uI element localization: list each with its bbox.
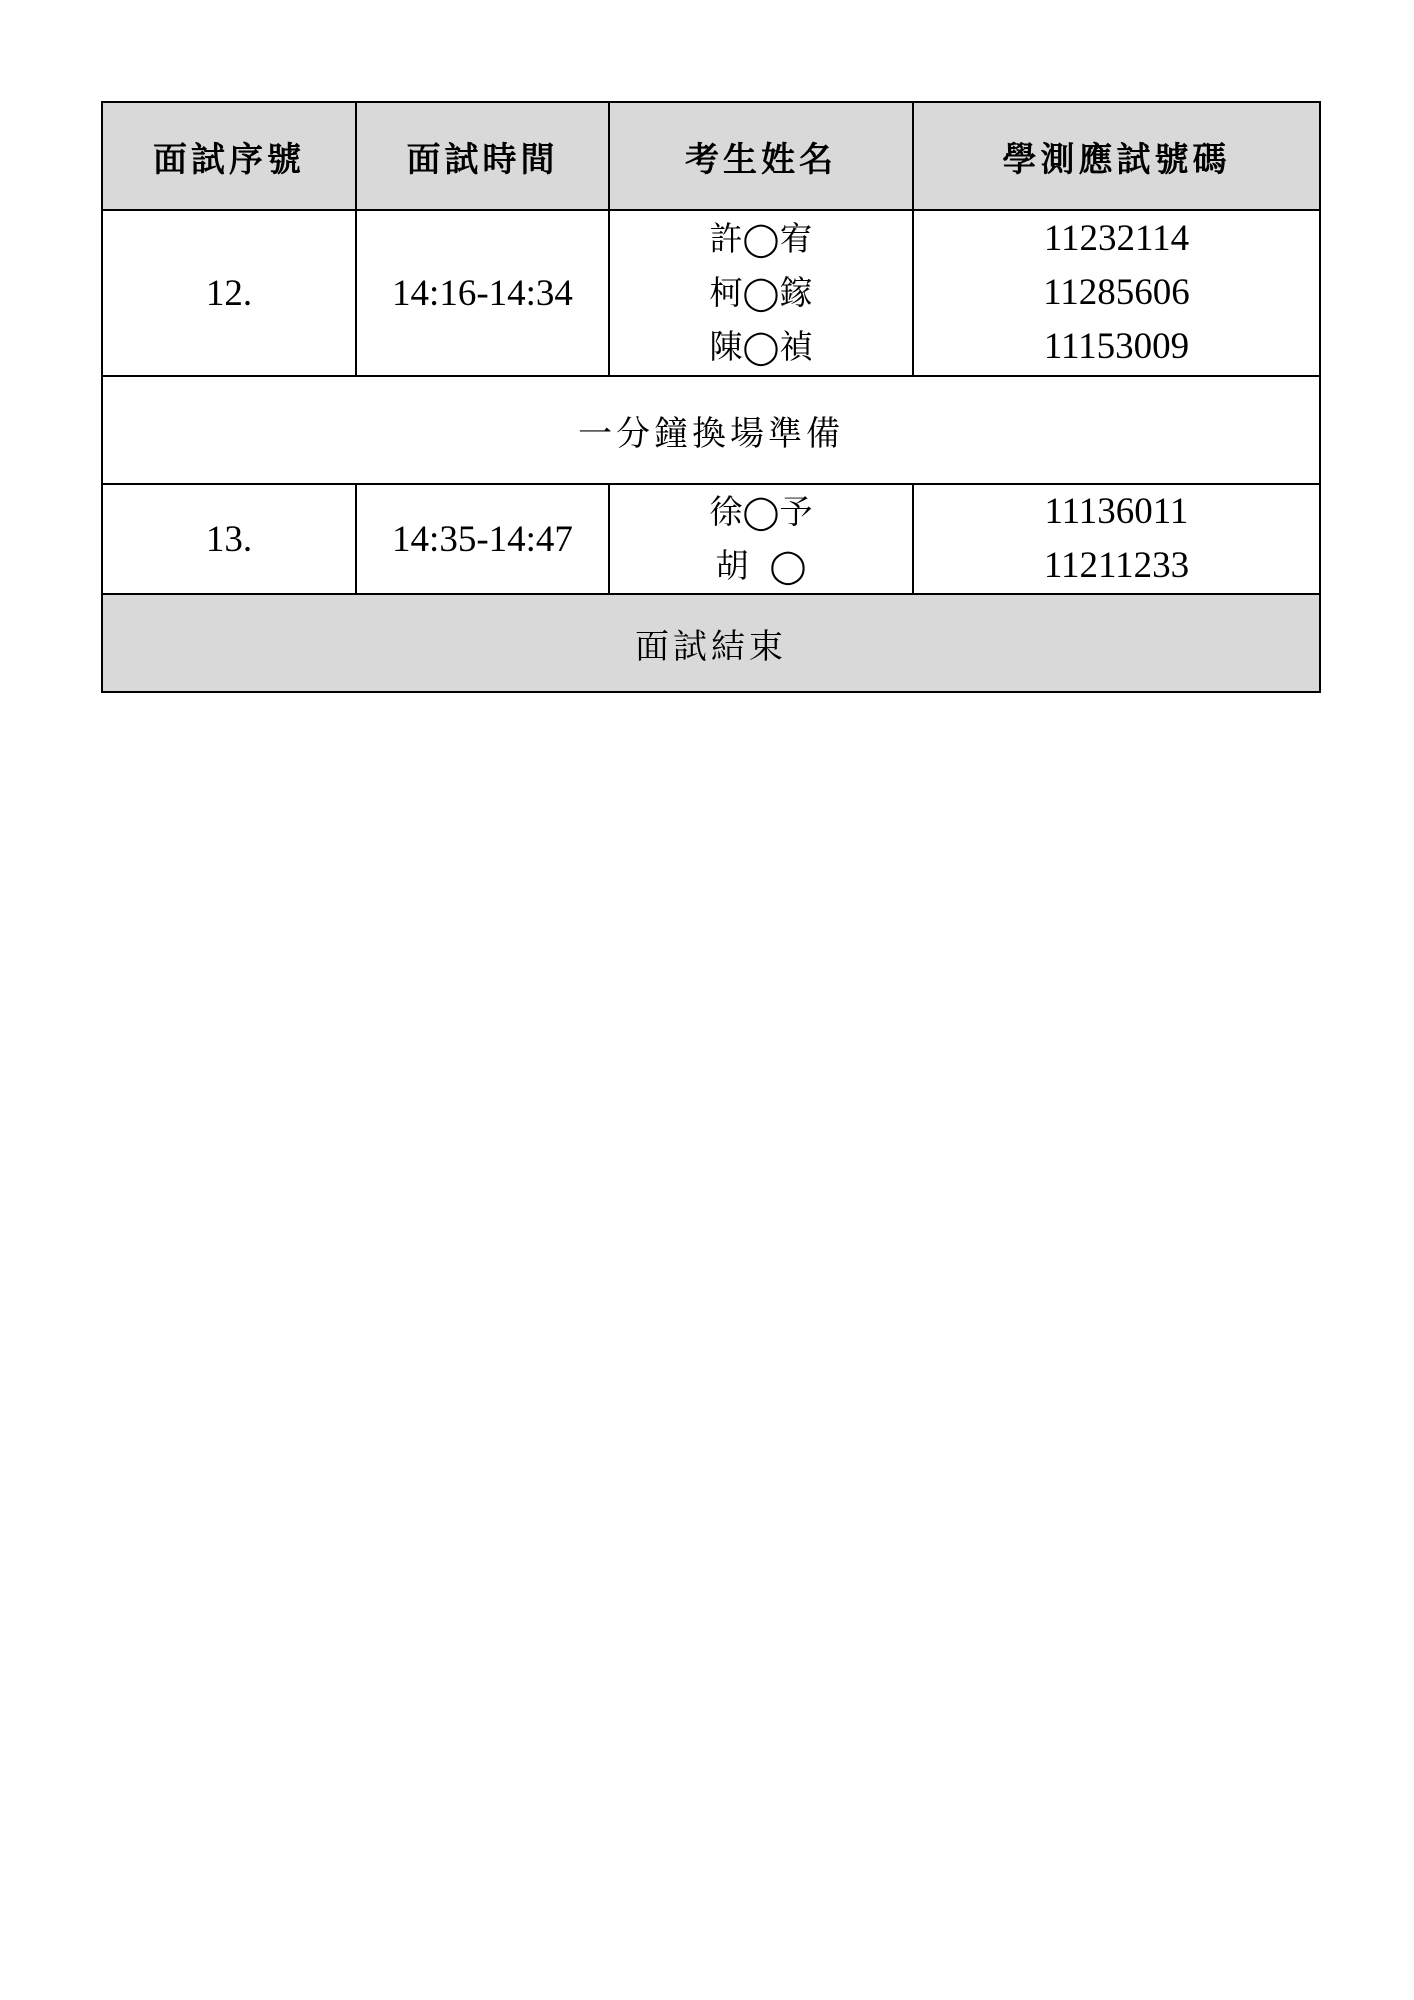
header-time: 面試時間 xyxy=(356,102,609,210)
candidate-name: 柯◯鎵 xyxy=(709,273,813,312)
end-text: 面試結束 xyxy=(102,594,1320,692)
end-row xyxy=(102,594,1320,692)
exam-id: 11211233 xyxy=(1043,545,1190,586)
seq-cell: 12. xyxy=(102,210,356,376)
exam-id: 11153009 xyxy=(1043,326,1190,367)
time-cell: 14:35-14:47 xyxy=(356,484,609,594)
table-row xyxy=(102,484,1320,594)
seq-cell: 13. xyxy=(102,484,356,594)
candidate-name: 許◯宥 xyxy=(709,219,813,258)
exam-id: 11136011 xyxy=(1044,491,1189,532)
break-text: 一分鐘換場準備 xyxy=(102,376,1320,484)
header-seq: 面試序號 xyxy=(102,102,356,210)
header-name: 考生姓名 xyxy=(609,102,913,210)
ids-cell xyxy=(913,484,1320,594)
time-cell: 14:16-14:34 xyxy=(356,210,609,376)
names-cell xyxy=(609,484,913,594)
table-row xyxy=(102,210,1320,376)
ids-cell xyxy=(913,210,1320,376)
break-row xyxy=(102,376,1320,484)
interview-schedule-table xyxy=(101,101,1321,693)
header-exam-id: 學測應試號碼 xyxy=(913,102,1320,210)
exam-id: 11232114 xyxy=(1043,218,1190,259)
candidate-name: 陳◯禎 xyxy=(709,327,813,366)
names-cell xyxy=(609,210,913,376)
candidate-name: 徐◯予 xyxy=(709,492,813,531)
candidate-name: 胡 ◯ xyxy=(715,546,807,585)
exam-id: 11285606 xyxy=(1043,272,1190,313)
table-header-row xyxy=(102,102,1320,210)
